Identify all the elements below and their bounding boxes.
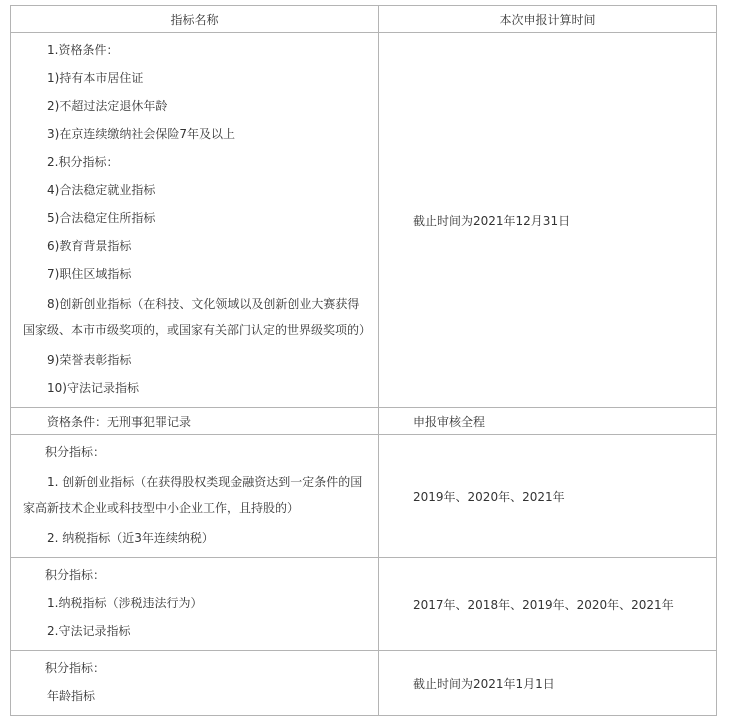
list-item: 2.积分指标： xyxy=(47,155,119,169)
list-item: 5)合法稳定住所指标 xyxy=(47,211,156,225)
list-item: 9)荣誉表彰指标 xyxy=(47,353,132,367)
list-item: 6)教育背景指标 xyxy=(47,239,132,253)
header-calc-time: 本次申报计算时间 xyxy=(379,6,717,33)
list-item: 8)创新创业指标（在科技、文化领域以及创新创业大赛获得国家级、本市市级奖项的，或国家有关部门认定的世界级奖项的） xyxy=(23,297,372,337)
list-item: 1)持有本市居住证 xyxy=(47,71,144,85)
list-item: 2. 纳税指标（近3年连续纳税） xyxy=(47,531,214,545)
list-item: 积分指标： xyxy=(45,568,106,582)
list-item: 1.纳税指标（涉税违法行为） xyxy=(47,596,203,610)
indicator-cell xyxy=(11,33,379,408)
list-item: 7)职住区域指标 xyxy=(47,267,132,281)
calc-time-cell: 截止时间为2021年1月1日 xyxy=(379,651,717,716)
table-row xyxy=(11,408,717,435)
table-row xyxy=(11,651,717,716)
list-item: 1.资格条件： xyxy=(47,43,119,57)
list-item: 10)守法记录指标 xyxy=(47,381,139,395)
indicator-cell xyxy=(11,435,379,558)
calc-time-cell: 截止时间为2021年12月31日 xyxy=(379,33,717,408)
list-item: 积分指标： xyxy=(45,445,106,459)
table-row xyxy=(11,558,717,651)
calc-time-cell: 2019年、2020年、2021年 xyxy=(379,435,717,558)
list-item: 2.守法记录指标 xyxy=(47,624,131,638)
list-item: 年龄指标 xyxy=(47,689,96,703)
table-row xyxy=(11,435,717,558)
calc-time-cell: 2017年、2018年、2019年、2020年、2021年 xyxy=(379,558,717,651)
header-indicator-name: 指标名称 xyxy=(11,6,379,33)
table-row xyxy=(11,33,717,408)
list-item: 3)在京连续缴纳社会保险7年及以上 xyxy=(47,127,235,141)
indicator-cell: 资格条件：无刑事犯罪记录 xyxy=(11,408,379,435)
calc-time-cell: 申报审核全程 xyxy=(379,408,717,435)
indicator-cell xyxy=(11,651,379,716)
indicator-cell xyxy=(11,558,379,651)
list-item: 4)合法稳定就业指标 xyxy=(47,183,156,197)
table-header-row xyxy=(11,6,717,33)
list-item: 2)不超过法定退休年龄 xyxy=(47,99,168,113)
indicator-table xyxy=(10,5,717,716)
list-item: 积分指标： xyxy=(45,661,106,675)
list-item: 1. 创新创业指标（在获得股权类现金融资达到一定条件的国家高新技术企业或科技型中小企业工作，且持股的） xyxy=(23,475,363,515)
